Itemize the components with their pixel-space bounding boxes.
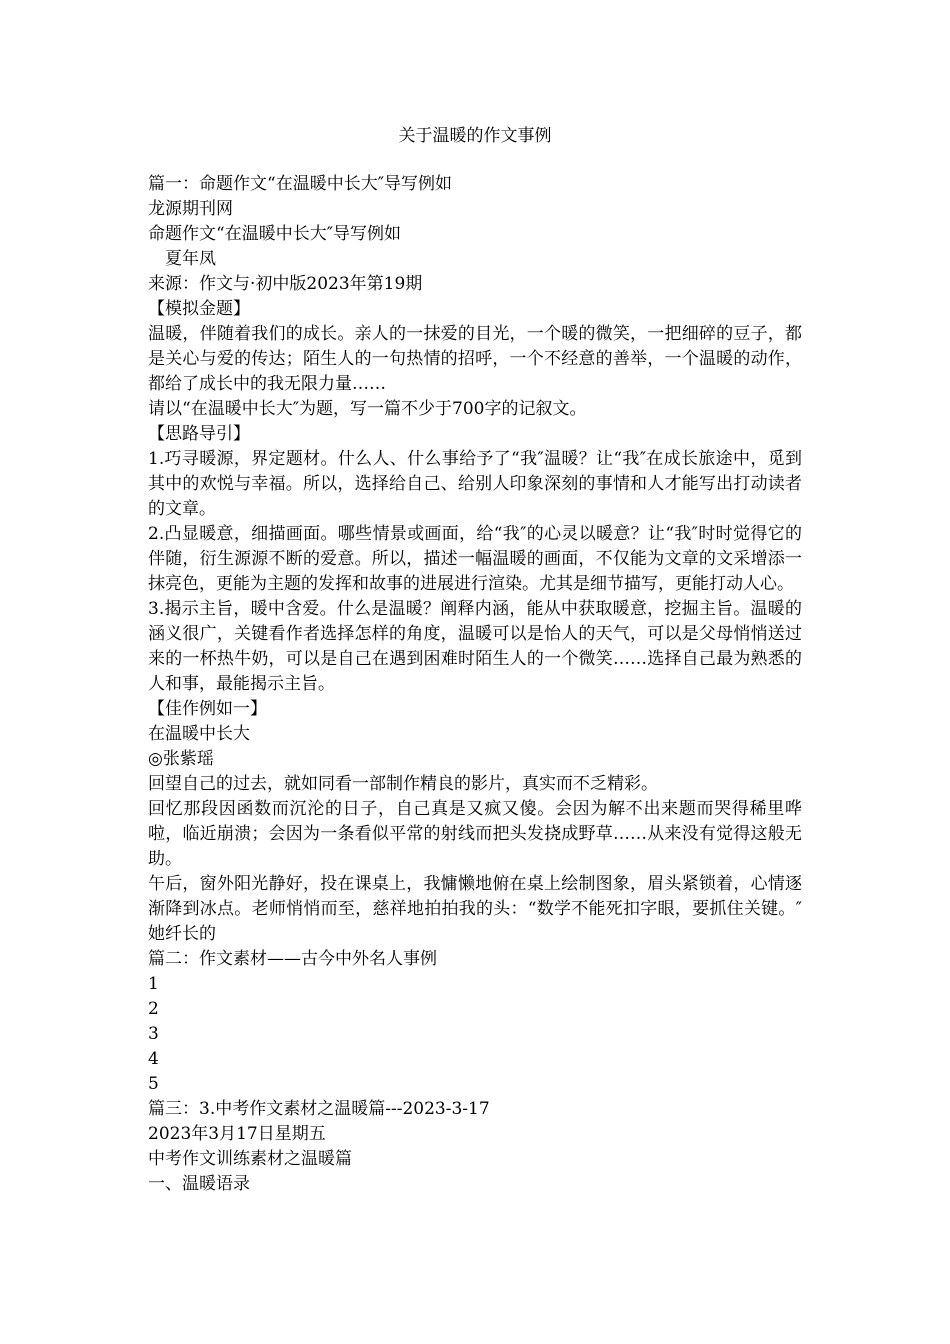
paragraph: 午后，窗外阳光静好，投在课桌上，我慵懒地俯在桌上绘制图象，眉头紧锁着，心情逐渐降到冰点。老师悄悄而至，慈祥地拍拍我的头：“数学不能死扣字眼，要抓住关键。″她纤长的 [148, 874, 802, 944]
guidance-point-3: 3.揭示主旨，暖中含爱。什么是温暖？阐释内涵，能从中获取暖意，挖掘主旨。温暖的涵义很广，关键看作者选择怎样的角度，温暖可以是怡人的天气，可以是父母悄悄送过来的一杯热牛奶，可以是自己在遇到困难时陌生人的一个微笑……选择自己最为熟悉的人和事，最能揭示主旨。 [148, 599, 802, 694]
article-title: 命题作文“在温暖中长大″导写例如 [148, 224, 402, 244]
list-number: 3 [148, 1024, 159, 1044]
paragraph: 请以“在温暖中长大″为题，写一篇不少于700字的记叙文。 [148, 399, 587, 419]
paragraph: 回望自己的过去，就如同看一部制作精良的影片，真实而不乏精彩。 [148, 774, 658, 794]
section-heading-3: 篇三：3.中考作文素材之温暖篇---2023-3-17 [148, 1099, 490, 1119]
subheading-mock-question: 【模拟金题】 [148, 299, 250, 319]
subheading-guidance: 【思路导引】 [148, 424, 250, 444]
document-title: 关于温暖的作文事例 [398, 126, 552, 146]
example-title: 在温暖中长大 [148, 724, 250, 744]
list-number: 5 [148, 1074, 159, 1094]
subheading-quotes: 一、温暖语录 [148, 1174, 250, 1194]
document-body [148, 172, 802, 1197]
subtitle: 中考作文训练素材之温暖篇 [148, 1149, 352, 1169]
guidance-point-1: 1.巧寻暖源，界定题材。什么人、什么事给予了“我″温暖？让“我″在成长旅途中，觅到其中的欢悦与幸福。所以，选择给自己、给别人印象深刻的事情和人才能写出打动读者的文章。 [148, 449, 802, 519]
section-heading-1: 篇一：命题作文“在温暖中长大″导写例如 [148, 174, 453, 194]
list-number: 1 [148, 974, 159, 994]
date-line: 2023年3月17日星期五 [148, 1124, 326, 1144]
source-site: 龙源期刊网 [148, 199, 233, 219]
source-line: 来源：作文与·初中版2023年第19期 [148, 274, 423, 294]
guidance-point-2: 2.凸显暖意，细描画面。哪些情景或画面，给“我″的心灵以暖意？让“我″时时觉得它的伴随，衍生源源不断的爱意。所以，描述一幅温暖的画面，不仅能为文章的文采增添一抹亮色，更能为主题的发挥和故事的进展进行渲染。尤其是细节描写，更能打动人心。 [148, 524, 802, 594]
paragraph: 回忆那段因函数而沉沦的日子，自己真是又疯又傻。会因为解不出来题而哭得稀里哗啦，临近崩溃；会因为一条看似平常的射线而把头发挠成野草……从来没有觉得这般无助。 [148, 799, 802, 869]
author: 夏年凤 [165, 249, 216, 269]
section-heading-2: 篇二：作文素材——古今中外名人事例 [148, 949, 437, 969]
list-number: 2 [148, 999, 159, 1019]
subheading-example: 【佳作例如一】 [148, 699, 267, 719]
paragraph: 温暖，伴随着我们的成长。亲人的一抹爱的目光，一个暖的微笑，一把细碎的豆子，都是关心与爱的传达；陌生人的一句热情的招呼，一个不经意的善举，一个温暖的动作，都给了成长中的我无限力量…… [148, 324, 802, 394]
list-number: 4 [148, 1049, 159, 1069]
example-author: ◎张紫瑶 [148, 749, 214, 769]
